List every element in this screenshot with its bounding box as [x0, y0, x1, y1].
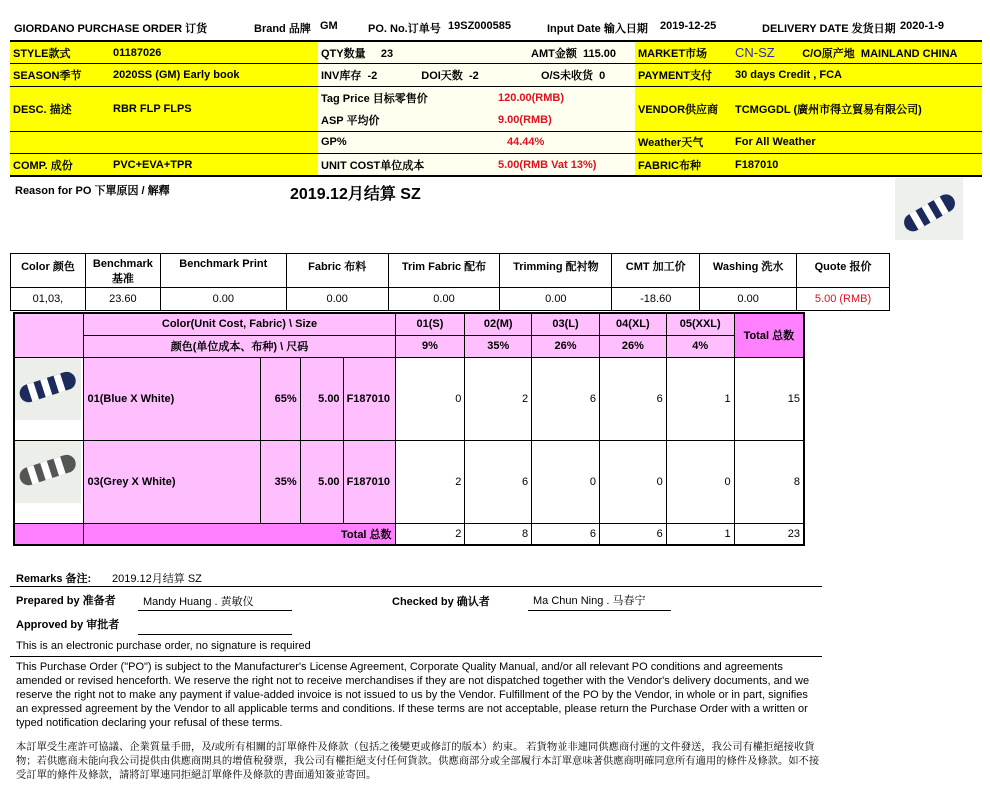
- season-label: SEASON季节: [10, 64, 110, 87]
- total-blank: [14, 523, 84, 545]
- size-total: 8: [465, 523, 532, 545]
- brand-label: Brand 品牌: [254, 23, 311, 35]
- cost-header: Fabric 布料: [286, 254, 388, 288]
- color-row: [14, 440, 804, 523]
- size-qty: 0: [599, 440, 666, 523]
- size-qty: 2: [465, 357, 532, 440]
- divider: [10, 656, 822, 657]
- size-qty: 6: [599, 357, 666, 440]
- qty-cell: QTY数量 23: [318, 41, 495, 64]
- product-image: [895, 178, 963, 240]
- cost-breakdown-table: [10, 253, 890, 311]
- vendor-value: TCMGGDL (廣州市得立貿易有限公司): [732, 86, 982, 131]
- total-row-label: Total 总数: [84, 523, 395, 545]
- color-unit-cost: 5.00: [300, 440, 343, 523]
- os-cell: O/S未收货 0: [495, 64, 635, 87]
- reason-title: 2019.12月结算 SZ: [290, 186, 421, 203]
- color-thumbnail: [14, 440, 84, 523]
- cost-value: 23.60: [85, 288, 160, 311]
- blank-value: [110, 131, 318, 154]
- color-total: 15: [734, 357, 804, 440]
- cost-header: Quote 报价: [797, 254, 890, 288]
- fabric-value: F187010: [732, 154, 982, 177]
- season-value: 2020SS (GM) Early book: [110, 64, 318, 87]
- delivery-date: 2020-1-9: [900, 20, 945, 32]
- prepared-label: Prepared by 准备者: [16, 595, 116, 607]
- asp-value: 9.00(RMB): [495, 109, 635, 132]
- cost-header: Color 颜色: [11, 254, 86, 288]
- size-total: 1: [666, 523, 734, 545]
- po-title: GIORDANO PURCHASE ORDER 订货: [14, 23, 208, 35]
- header-en: Color(Unit Cost, Fabric) \ Size: [84, 313, 395, 335]
- size-qty: 0: [395, 357, 465, 440]
- input-date: 2019-12-25: [660, 20, 717, 32]
- po-info-table: [10, 40, 982, 177]
- market-label: MARKET市场: [635, 41, 732, 64]
- remarks-label: Remarks 备注:: [16, 573, 92, 585]
- approved-signature-line: [138, 634, 292, 635]
- desc-label: DESC. 描述: [10, 86, 110, 131]
- grand-total: 23: [734, 523, 804, 545]
- gp-label: GP%: [318, 131, 495, 154]
- market-cell: CN-SZ C/O原产地 MAINLAND CHINA: [732, 41, 982, 64]
- asp-label: ASP 平均价: [318, 109, 495, 132]
- tag-price-label: Tag Price 目标零售价: [318, 86, 495, 109]
- size-header: 02(M): [465, 313, 532, 335]
- po-number: 19SZ000585: [448, 20, 511, 32]
- cost-value: 0.00: [500, 288, 612, 311]
- size-qty: 6: [532, 357, 600, 440]
- cost-header: Benchmark 基准: [85, 254, 160, 288]
- color-pct: 35%: [260, 440, 300, 523]
- delivery-date-label: DELIVERY DATE 发货日期: [762, 23, 896, 35]
- inv-doi-cell: INV库存 -2 DOI天数 -2: [318, 64, 495, 87]
- style-label: STYLE款式: [10, 41, 110, 64]
- electronic-note: This is an electronic purchase order, no signature is required: [16, 640, 311, 652]
- fabric-label: FABRIC布种: [635, 154, 732, 177]
- cost-value: 0.00: [700, 288, 797, 311]
- unit-cost-value: 5.00(RMB Vat 13%): [495, 154, 635, 177]
- cost-value: 01,03,: [11, 288, 86, 311]
- weather-value: For All Weather: [732, 131, 982, 154]
- color-thumbnail: [14, 357, 84, 440]
- cost-header: CMT 加工价: [612, 254, 700, 288]
- cost-header: Trim Fabric 配布: [388, 254, 500, 288]
- vendor-label: VENDOR供应商: [635, 86, 732, 131]
- color-unit-cost: 5.00: [300, 357, 343, 440]
- terms-english: This Purchase Order ("PO") is subject to the Manufacturer's License Agreement, Corporate Quality Manual, and/or all relevant PO conditions and agreements amended or revised henceforth. We reserve the right not to receive merchandises if they are not dispatched together with the Vendor's delivery documents, and we reserve the right not to make any payment if value-added invoice is not issued to us by the Vendor. Fulfillment of the PO by the Vendor, in whole or in part, signifies an expressed agreement by the Vendor to all applicable terms and conditions. If these terms are not acceptable, please return the Purchase Order with a written or typed notification declaring your refusal of these terms.: [16, 661, 810, 729]
- header-cn: 颜色(单位成本、布种) \ 尺码: [84, 335, 395, 357]
- prepared-signature-line: [138, 610, 292, 611]
- color-row: [14, 357, 804, 440]
- size-pct: 4%: [666, 335, 734, 357]
- weather-label: Weather天气: [635, 131, 732, 154]
- payment-value: 30 days Credit , FCA: [732, 64, 982, 87]
- unit-cost-label: UNIT COST单位成本: [318, 154, 495, 177]
- cost-value: -18.60: [612, 288, 700, 311]
- amt-cell: AMT金额 115.00: [495, 41, 635, 64]
- color-pct: 65%: [260, 357, 300, 440]
- cost-value: 0.00: [286, 288, 388, 311]
- comp-value: PVC+EVA+TPR: [110, 154, 318, 177]
- size-qty: 6: [465, 440, 532, 523]
- size-breakdown-table: [13, 312, 805, 546]
- po-number-label: PO. No.订单号: [368, 23, 441, 35]
- size-qty: 1: [666, 357, 734, 440]
- size-total: 2: [395, 523, 465, 545]
- size-pct: 26%: [599, 335, 666, 357]
- style-value: 01187026: [110, 41, 318, 64]
- approved-label: Approved by 审批者: [16, 619, 120, 631]
- remarks-value: 2019.12月结算 SZ: [112, 573, 202, 585]
- size-header: 04(XL): [599, 313, 666, 335]
- cost-header: Trimming 配衬物: [500, 254, 612, 288]
- brand-value: GM: [320, 20, 338, 32]
- terms-chinese: 本訂單受生產許可協議、企業質量手冊，及/或所有相關的訂單條件及條款（包括之後變更或修訂的版本）約束。 若貨物並非連同供應商付運的文件發送，我公司有權拒絕接收貨物；若供應商未能向我公司提供由供應商開具的增值稅發票，我公司有權拒絕支付任何貨款。供應商部分或全部履行本訂單意味著供應商明確同意所有適用的條件及條款。如不接受訂單的條件及條款，請將訂單連同拒絕訂單條件及條款的書面通知簽並寄回。: [16, 742, 820, 781]
- comp-label: COMP. 成份: [10, 154, 110, 177]
- blank-label: [10, 131, 110, 154]
- size-pct: 26%: [532, 335, 600, 357]
- size-qty: 0: [532, 440, 600, 523]
- checked-label: Checked by 确认者: [392, 596, 490, 608]
- checked-signature-line: [528, 610, 671, 611]
- total-header: Total 总数: [734, 313, 804, 357]
- size-total: 6: [599, 523, 666, 545]
- size-qty: 0: [666, 440, 734, 523]
- cost-value: 0.00: [388, 288, 500, 311]
- color-name: 01(Blue X White): [84, 357, 260, 440]
- size-header: 03(L): [532, 313, 600, 335]
- cost-value: 5.00 (RMB): [797, 288, 890, 311]
- input-date-label: Input Date 输入日期: [547, 23, 648, 35]
- size-header: 05(XXL): [666, 313, 734, 335]
- checked-value: Ma Chun Ning . 马春宁: [533, 595, 646, 607]
- cost-header: Benchmark Print: [160, 254, 286, 288]
- divider: [10, 586, 822, 587]
- header-blank: [14, 313, 84, 357]
- desc-value: RBR FLP FLPS: [110, 86, 318, 131]
- color-total: 8: [734, 440, 804, 523]
- color-fabric: F187010: [343, 357, 395, 440]
- size-total: 6: [532, 523, 600, 545]
- cost-value: 0.00: [160, 288, 286, 311]
- cost-header: Washing 洗水: [700, 254, 797, 288]
- color-name: 03(Grey X White): [84, 440, 260, 523]
- color-fabric: F187010: [343, 440, 395, 523]
- size-pct: 9%: [395, 335, 465, 357]
- tag-price-value: 120.00(RMB): [495, 86, 635, 109]
- gp-value: 44.44%: [495, 131, 635, 154]
- payment-label: PAYMENT支付: [635, 64, 732, 87]
- size-qty: 2: [395, 440, 465, 523]
- size-header: 01(S): [395, 313, 465, 335]
- size-pct: 35%: [465, 335, 532, 357]
- reason-label: Reason for PO 下單原因 / 解釋: [15, 185, 170, 197]
- prepared-value: Mandy Huang . 黄敏仪: [143, 596, 254, 608]
